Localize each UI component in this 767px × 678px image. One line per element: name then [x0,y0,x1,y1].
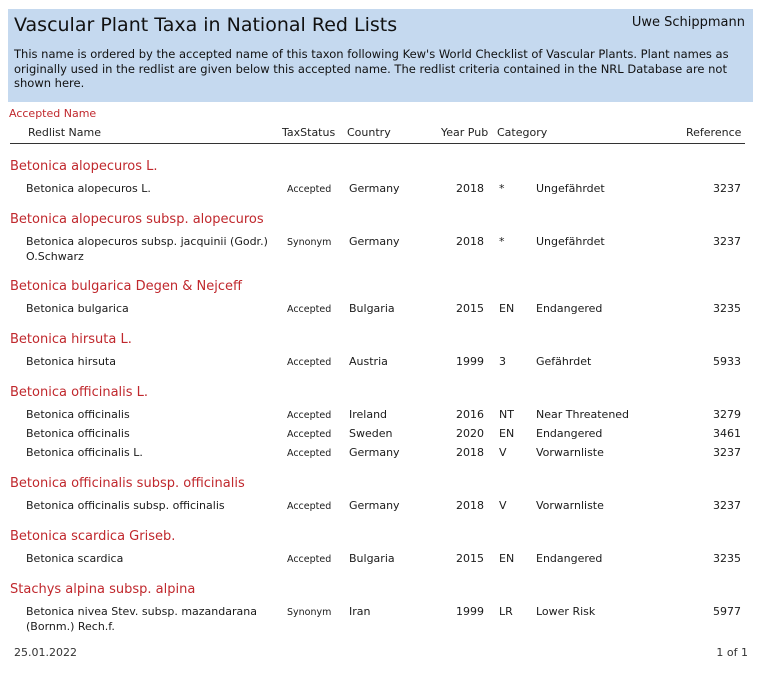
category-code: NT [499,408,514,421]
category-label: Ungefährdet [536,235,605,248]
report-header [8,9,753,102]
redlist-name: Betonica nivea Stev. subsp. mazandarana (Bornm.) Rech.f. [26,605,257,633]
country: Germany [349,182,400,195]
table-row [0,551,767,567]
redlist-name: Betonica alopecuros subsp. jacquinii (Godr.) O.Schwarz [26,235,268,263]
col-header-country: Country [347,126,391,139]
redlist-name: Betonica alopecuros L. [26,182,151,195]
footer-date: 25.01.2022 [14,646,77,659]
country: Germany [349,499,400,512]
redlist-name: Betonica scardica [26,552,124,565]
category-label: Near Threatened [536,408,630,421]
tax-status: Accepted [287,501,332,512]
tax-status: Accepted [287,357,332,368]
year-pub: 2018 [456,446,484,459]
tax-status: Accepted [287,304,332,315]
accepted-taxon-name: Betonica alopecuros L. [10,159,158,174]
year-pub: 2015 [456,552,484,565]
category-code: LR [499,605,513,618]
table-row [0,181,767,197]
table-row [0,301,767,317]
table-row [0,498,767,514]
reference: 3235 [713,302,741,315]
year-pub: 2020 [456,427,484,440]
accepted-taxon-name: Betonica alopecuros subsp. alopecuros [10,212,264,227]
country: Austria [349,355,388,368]
tax-status: Accepted [287,448,332,459]
col-header-category: Category [497,126,548,139]
report-title: Vascular Plant Taxa in National Red Lists [14,14,398,36]
redlist-name: Betonica officinalis [26,408,130,421]
table-row [0,407,767,423]
category-code: V [499,446,507,459]
accepted-taxon-name: Stachys alpina subsp. alpina [10,582,196,597]
col-header-reference: Reference [686,126,742,139]
col-header-redlist-name: Redlist Name [28,126,102,139]
reference: 5977 [713,605,741,618]
accepted-taxon-name: Betonica hirsuta L. [10,332,132,347]
reference: 5933 [713,355,741,368]
country: Ireland [349,408,388,421]
tax-status: Synonym [287,237,332,248]
reference: 3279 [713,408,741,421]
category-code: * [499,182,505,195]
category-code: V [499,499,507,512]
category-label: Endangered [536,552,603,565]
tax-status: Accepted [287,410,332,421]
table-row [0,354,767,370]
tax-status: Accepted [287,429,332,440]
reference: 3235 [713,552,741,565]
category-label: Gefährdet [536,355,592,368]
accepted-taxon-name: Betonica bulgarica Degen & Nejceff [10,279,242,294]
footer-page-number: 1 of 1 [716,646,748,659]
category-label: Ungefährdet [536,182,605,195]
country: Iran [349,605,371,618]
year-pub: 2018 [456,499,484,512]
tax-status: Synonym [287,607,332,618]
redlist-name: Betonica officinalis L. [26,446,143,459]
accepted-taxon-name: Betonica scardica Griseb. [10,529,176,544]
category-label: Endangered [536,302,603,315]
category-code: EN [499,552,515,565]
redlist-name: Betonica bulgarica [26,302,129,315]
country: Bulgaria [349,552,395,565]
category-label: Vorwarnliste [536,446,604,459]
category-code: EN [499,302,515,315]
category-code: EN [499,427,515,440]
report-description: This name is ordered by the accepted name of this taxon following Kew's World Checklist of Vascular Plants. Plant names as originally used in the redlist are given below this accepted name. The redlist criteria contained in the NRL Database are not shown here. [14,47,729,90]
reference: 3237 [713,446,741,459]
year-pub: 2018 [456,182,484,195]
table-row [0,234,767,263]
reference: 3461 [713,427,741,440]
year-pub: 2018 [456,235,484,248]
category-label: Vorwarnliste [536,499,604,512]
table-row [0,445,767,461]
reference: 3237 [713,182,741,195]
year-pub: 2016 [456,408,484,421]
table-row [0,426,767,442]
reference: 3237 [713,499,741,512]
accepted-taxon-name: Betonica officinalis subsp. officinalis [10,476,245,491]
year-pub: 1999 [456,605,484,618]
country: Germany [349,446,400,459]
reference: 3237 [713,235,741,248]
category-label: Lower Risk [536,605,596,618]
tax-status: Accepted [287,184,332,195]
redlist-name: Betonica officinalis subsp. officinalis [26,499,225,512]
redlist-name: Betonica hirsuta [26,355,116,368]
col-header-taxstatus: TaxStatus [282,126,336,139]
accepted-taxon-name: Betonica officinalis L. [10,385,149,400]
year-pub: 1999 [456,355,484,368]
category-code: 3 [499,355,506,368]
redlist-name: Betonica officinalis [26,427,130,440]
tax-status: Accepted [287,554,332,565]
table-row [0,604,767,633]
category-label: Endangered [536,427,603,440]
country: Germany [349,235,400,248]
country: Bulgaria [349,302,395,315]
col-header-year-pub: Year Pub [441,126,489,139]
header-divider [10,143,745,144]
country: Sweden [349,427,393,440]
accepted-name-label: Accepted Name [9,107,97,120]
year-pub: 2015 [456,302,484,315]
category-code: * [499,235,505,248]
report-author: Uwe Schippmann [631,15,745,30]
